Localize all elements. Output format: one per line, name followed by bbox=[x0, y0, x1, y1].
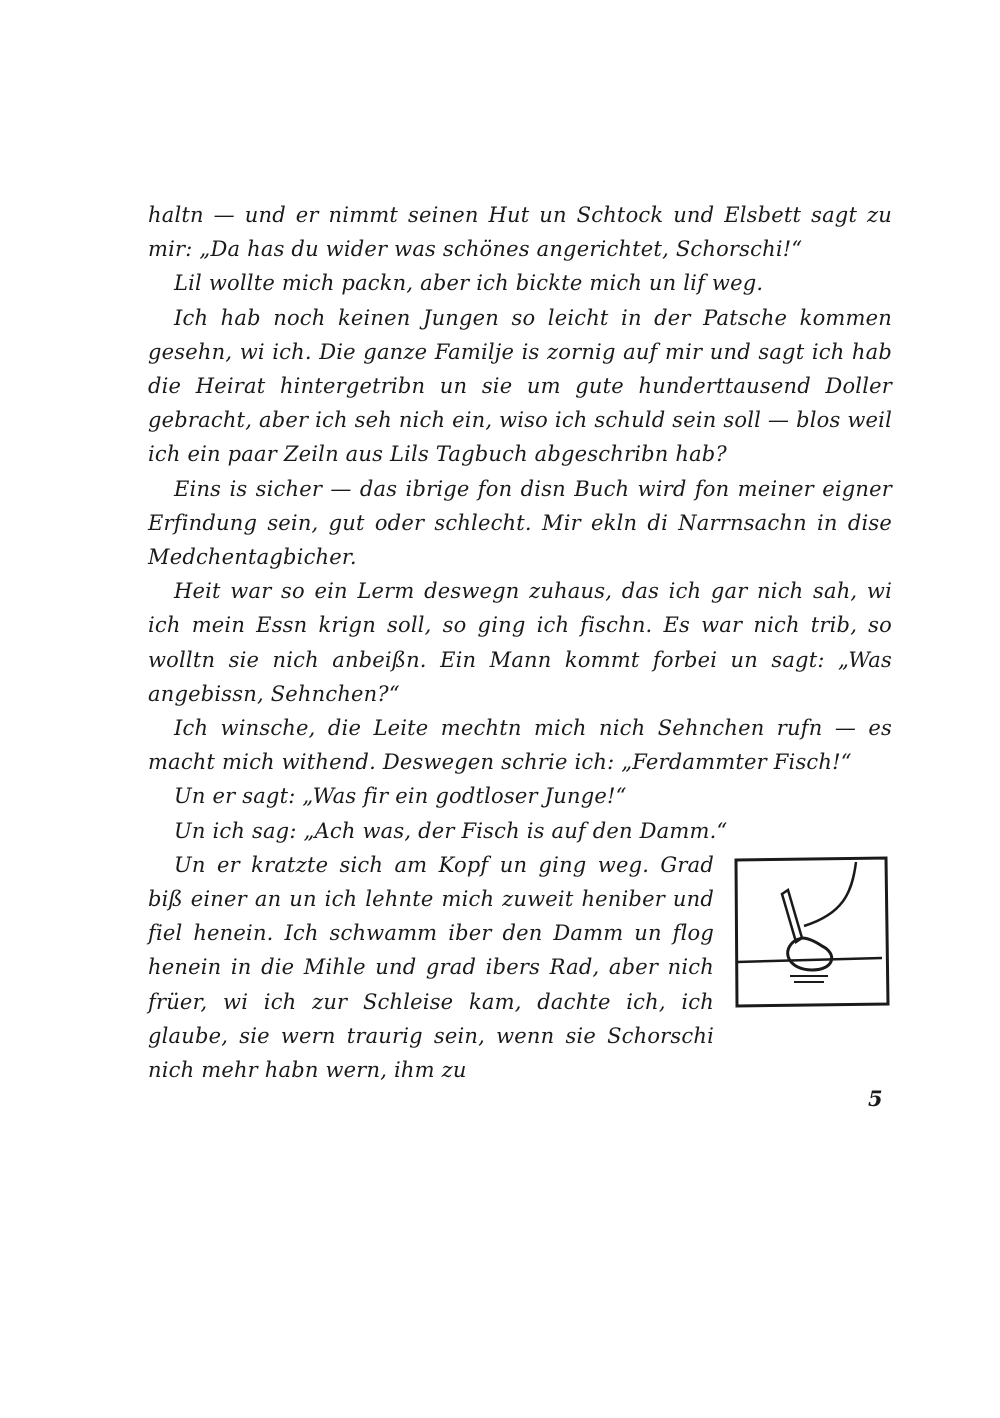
paragraph: Ich winsche, die Leite mechtn mich nich Sehnchen rufn — es macht mich withend. Deswegen schrie ich: „Ferdammter Fisch!“ bbox=[148, 716, 892, 775]
paragraph: Ich hab noch keinen Jungen so leicht in der Patsche kommen gesehn, wi ich. Die ganze Familje is zornig auf mir und sagt ich hab die Heirat hintergetribn un sie um gute hunderttausend Doller gebracht, aber ich seh nich ein, wiso ich schuld sein soll — blos weil ich ein paar Zeiln aus Lils Tagbuch abgeschribn hab? bbox=[148, 305, 892, 467]
paragraph: Un er sagt: „Was fir ein godtloser Junge!“ bbox=[174, 784, 627, 809]
paragraph: Un ich sag: „Ach was, der Fisch is auf den Damm.“ bbox=[174, 818, 728, 843]
paragraph: Un er kratzte sich am Kopf un ging weg. Grad biß einer an un ich lehnte mich zuweit heniber und fiel henein. Ich schwamm iber den Damm un flog henein in die Mihle und grad ibers Rad, aber nich früer, wi ich zur Schleise kam, dachte ich, ich glaube, sie wern traurig sein, wenn sie Schorschi nich mehr habn wern, ihm zu bbox=[148, 852, 714, 1083]
fishing-float-icon bbox=[732, 854, 892, 1016]
body-text bbox=[148, 198, 892, 1087]
fishing-float-illustration bbox=[732, 854, 892, 1016]
paragraph: Eins is sicher — das ibrige fon disn Buch wird fon meiner eigner Erfindung sein, gut oder schlecht. Mir ekln di Narrnsachn in dise Medchentagbicher. bbox=[148, 476, 892, 570]
paragraph: haltn — und er nimmt seinen Hut un Schtock und Elsbett sagt zu mir: „Da has du wider was schönes angerichtet, Schorschi!“ bbox=[148, 203, 892, 262]
page-number: 5 bbox=[868, 1086, 883, 1111]
paragraph: Lil wollte mich packn, aber ich bickte mich un lif weg. bbox=[174, 271, 764, 296]
paragraph: Heit war so ein Lerm deswegn zuhaus, das ich gar nich sah, wi ich mein Essn krign soll, so ging ich fischn. Es war nich trib, so wolltn sie nich anbeißn. Ein Mann kommt forbei un sagt: „Was angebissn, Sehnchen?“ bbox=[148, 579, 892, 706]
